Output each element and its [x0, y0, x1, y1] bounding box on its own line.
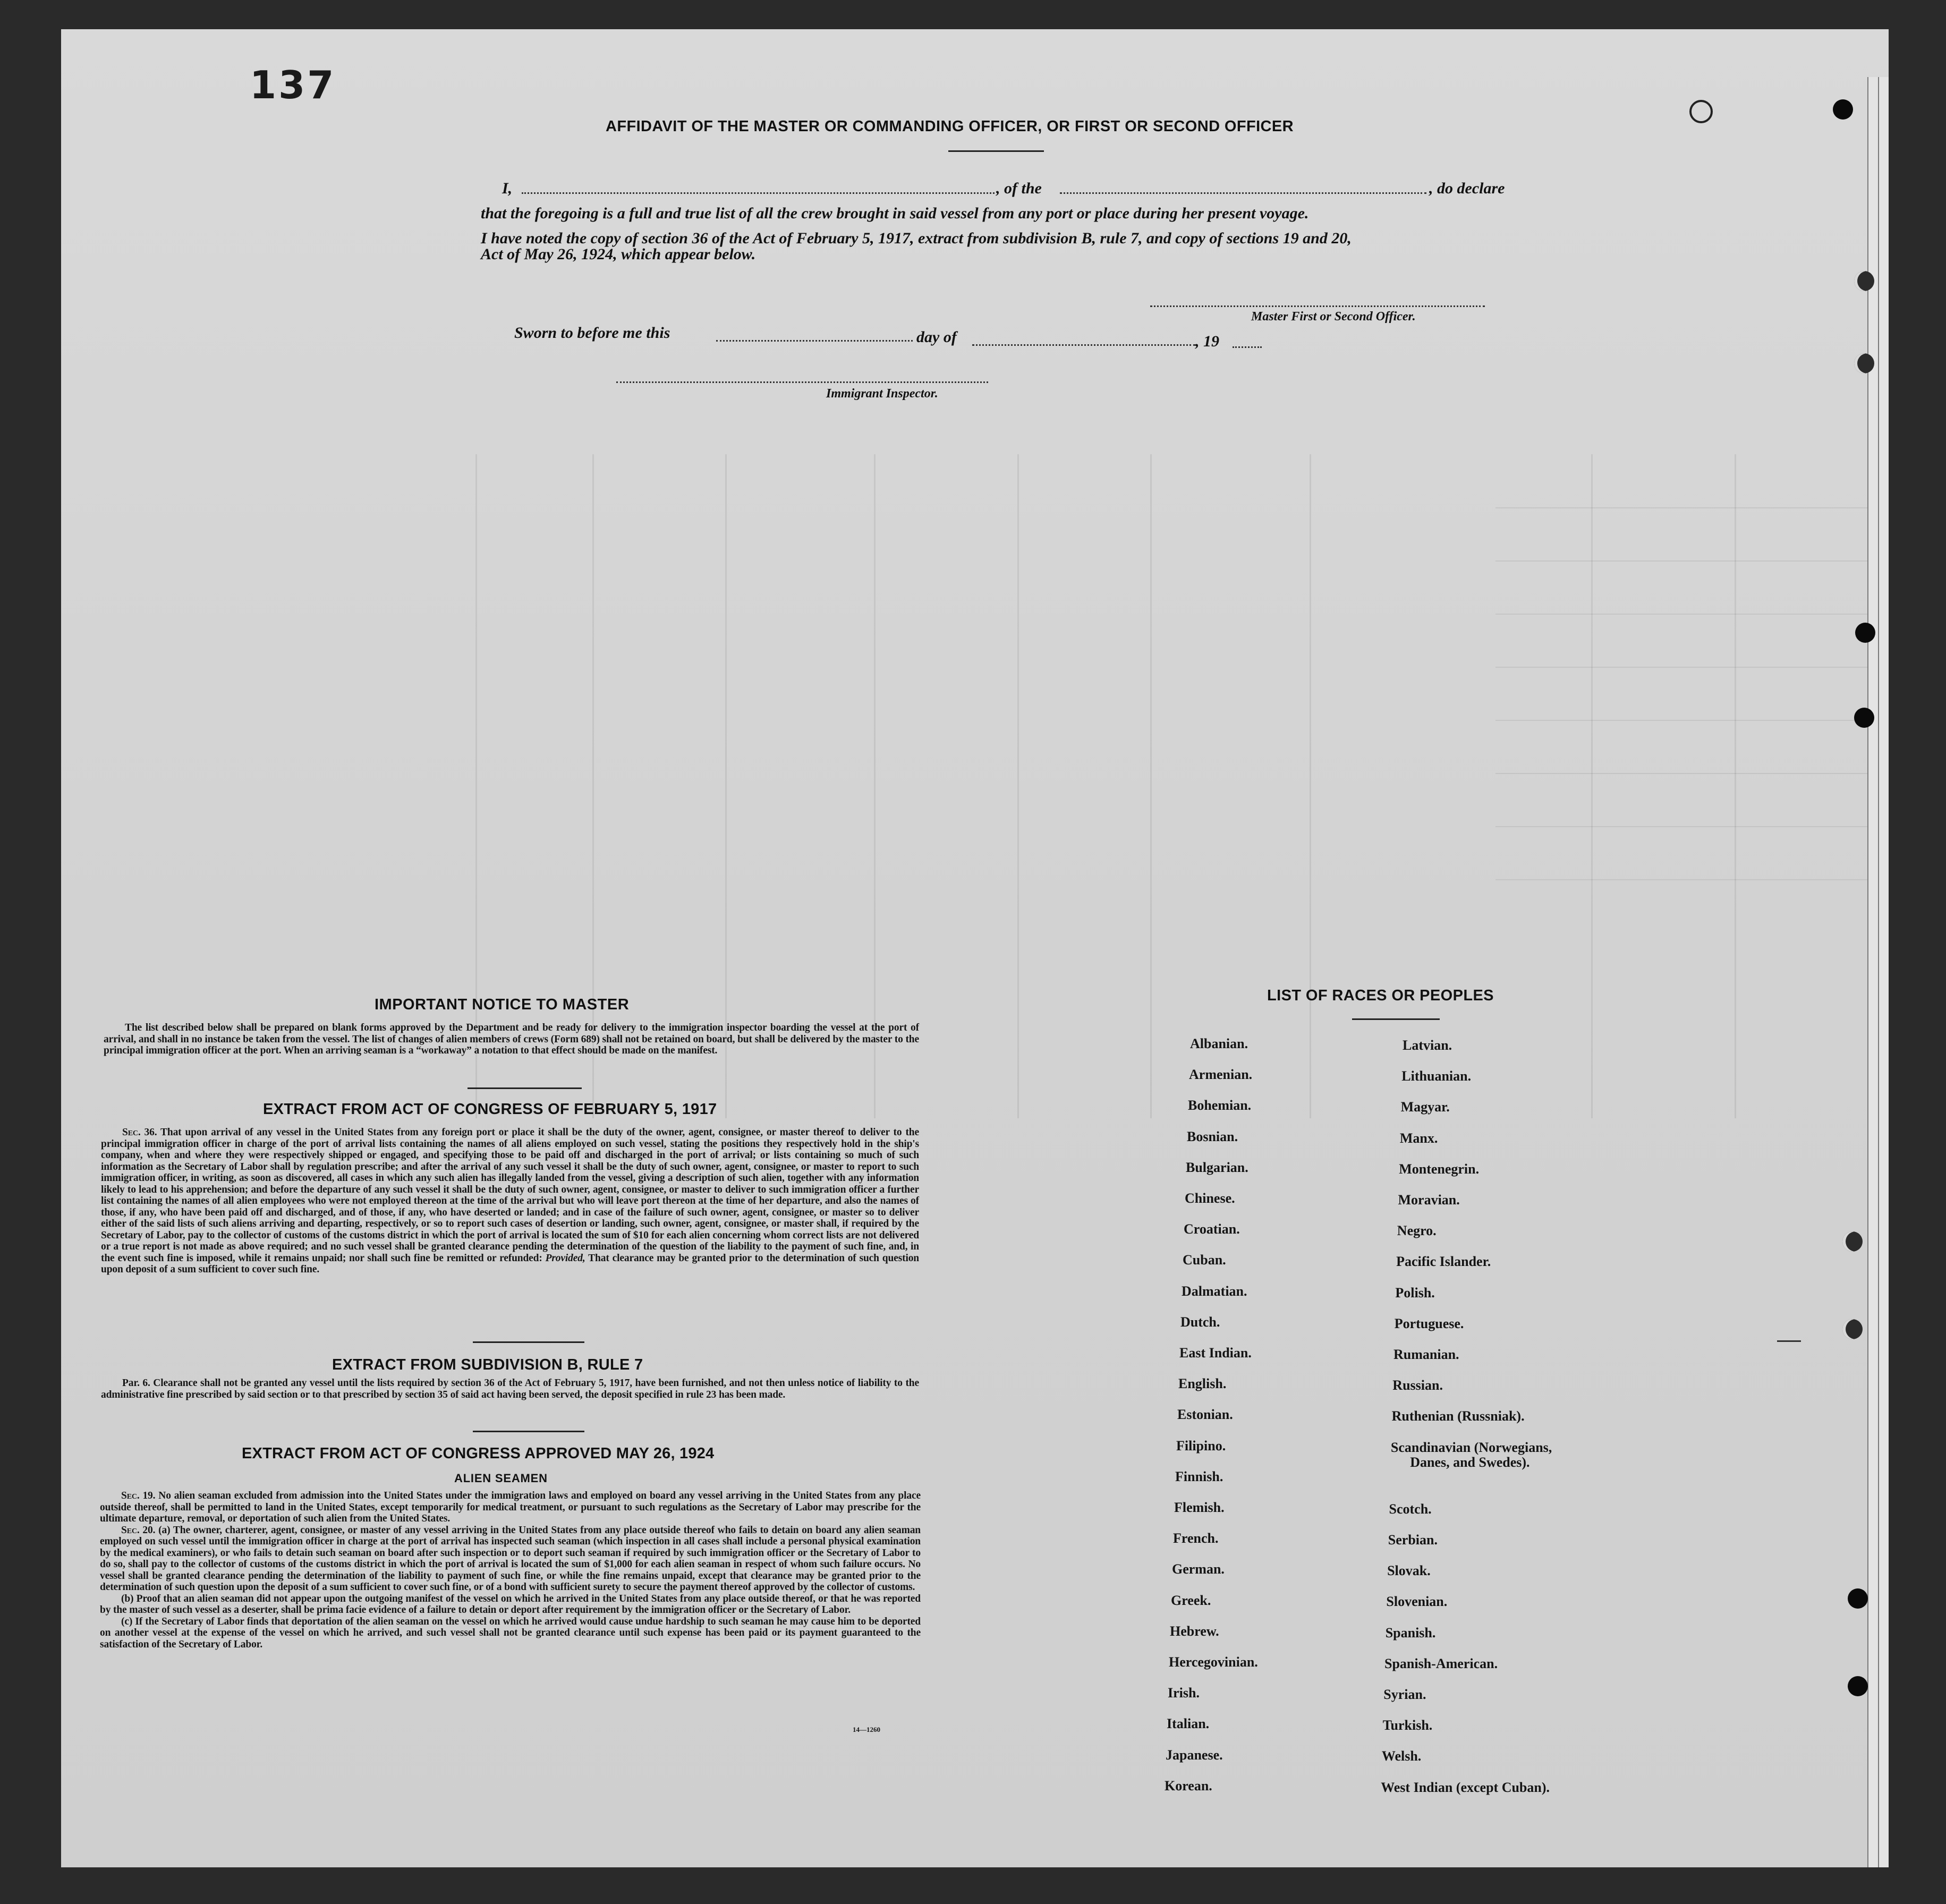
bleed-through-line [1495, 879, 1878, 880]
binder-hole [1854, 708, 1874, 728]
race-item: Moravian. [1398, 1192, 1460, 1208]
binder-hole [1854, 353, 1874, 373]
race-item: Bulgarian. [1186, 1159, 1248, 1175]
bleed-through-line [1495, 720, 1878, 721]
race-item: Turkish. [1382, 1718, 1433, 1733]
race-item: Magyar. [1400, 1099, 1450, 1115]
race-item: Scandinavian (Norwegians, [1390, 1439, 1552, 1455]
extract-1924-body [100, 1490, 921, 1650]
page-edge [1878, 77, 1889, 1867]
race-item: Italian. [1167, 1716, 1210, 1732]
bleed-through-line [1591, 454, 1593, 1118]
bleed-through-line [1495, 826, 1878, 827]
sworn-text: Sworn to before me this [514, 324, 670, 342]
race-item: Chinese. [1185, 1191, 1235, 1206]
section-20c-paragraph: (c) If the Secretary of Labor finds that deportation of the alien seaman on the vessel on which he arrived would cause undue hardship to such seaman he may cause him to be deported on another vessel at the expense of the vessel on which he arrived, and such vessel shall not be granted clearance until such expense has been paid or its payment guaranteed to the satisfaction of the Secretary of Labor. [100, 1616, 921, 1650]
race-item: Polish. [1395, 1285, 1435, 1300]
race-item: Spanish. [1385, 1625, 1436, 1640]
race-item: Slovak. [1387, 1563, 1431, 1579]
race-item: Pacific Islander. [1396, 1254, 1491, 1270]
affidavit-title: AFFIDAVIT OF THE MASTER OR COMMANDING OFFICER, OR FIRST OR SECOND OFFICER [606, 118, 1294, 135]
affidavit-declare: , do declare [1429, 180, 1505, 197]
binder-hole [1848, 1588, 1868, 1609]
notice-title: IMPORTANT NOTICE TO MASTER [375, 996, 630, 1013]
divider-rule [948, 150, 1044, 152]
bleed-through-line [1310, 454, 1311, 1118]
race-item: Filipino. [1176, 1438, 1226, 1454]
race-item: Greek. [1171, 1592, 1211, 1608]
page-edge [1867, 77, 1878, 1867]
name-blank[interactable] [522, 192, 995, 194]
race-item: French. [1173, 1531, 1219, 1546]
year-blank[interactable] [1233, 346, 1262, 348]
divider-rule [468, 1087, 582, 1089]
race-item: Scotch. [1389, 1501, 1432, 1517]
bleed-through-line [1495, 773, 1878, 774]
subdivision-b-body [101, 1378, 919, 1400]
bleed-through-line [1017, 454, 1019, 1118]
section-36-paragraph [101, 1127, 919, 1276]
race-item: Danes, and Swedes). [1410, 1454, 1530, 1470]
binder-hole [1854, 271, 1874, 291]
master-signature-line[interactable] [1150, 305, 1485, 307]
races-title: LIST OF RACES OR PEOPLES [1267, 987, 1494, 1004]
extract-1924-title: EXTRACT FROM ACT OF CONGRESS APPROVED MAY 26, 1924 [242, 1445, 715, 1462]
vessel-blank[interactable] [1060, 192, 1426, 194]
affidavit-line-4: Act of May 26, 1924, which appear below. [481, 245, 756, 263]
bleed-through-line [592, 454, 594, 1118]
race-item: Hebrew. [1170, 1623, 1219, 1639]
provided-word: Provided, [545, 1252, 585, 1264]
race-item: Latvian. [1403, 1038, 1452, 1053]
section-36-tail: That clearance may be granted prior to the determination of such question upon deposit of a sum sufficient to cover such fine. [101, 1252, 920, 1275]
page-number: 137 [250, 63, 336, 107]
race-item: Bosnian. [1187, 1128, 1238, 1144]
race-item: Rumanian. [1393, 1347, 1459, 1362]
race-item: Russian. [1392, 1378, 1443, 1393]
sworn-day-blank[interactable] [716, 340, 913, 342]
form-number: 14—1260 [853, 1726, 880, 1733]
race-item: Serbian. [1388, 1532, 1438, 1548]
race-item: Estonian. [1177, 1407, 1233, 1423]
race-item: Dalmatian. [1182, 1283, 1247, 1299]
master-signature-label: Master First or Second Officer. [1251, 310, 1416, 324]
inspector-signature-label: Immigrant Inspector. [826, 387, 938, 401]
par-6-paragraph: Par. 6. Clearance shall not be granted any vessel until the lists required by section 36 of the Act of February 5, 1917, have been furnished, and not then unless notice of liability to the administrative fine prescribed by said section or to that prescribed by section 35 of said act having been served, the deposit specified in rule 23 has been made. [101, 1378, 919, 1400]
bleed-through-line [1495, 507, 1878, 508]
section-20b-paragraph: (b) Proof that an alien seaman did not appear upon the outgoing manifest of the vessel on which he arrived in the United States from any place outside thereof, or that he was reported by the master of such vessel as a deserter, shall be prima facie evidence of a failure to detain or deport after requirement by the immigration officer or the Secretary of Labor. [100, 1593, 921, 1616]
divider-rule [1352, 1018, 1440, 1020]
race-item: Albanian. [1190, 1036, 1248, 1051]
race-item: Lithuanian. [1401, 1068, 1472, 1084]
pencil-mark [1777, 1340, 1801, 1342]
section-19-paragraph [100, 1490, 921, 1525]
section-20-label: Sec. 20. [121, 1524, 156, 1536]
affidavit-line-3: I have noted the copy of section 36 of the Act of February 5, 1917, extract from subdivision B, rule 7, and copy of sections 19 and 20, [481, 230, 1352, 247]
race-item: Syrian. [1383, 1687, 1426, 1702]
binder-hole [1848, 1676, 1868, 1696]
bleed-through-line [1150, 454, 1152, 1118]
race-item: West Indian (except Cuban). [1381, 1779, 1550, 1795]
binder-hole [1855, 623, 1875, 643]
notice-paragraph: The list described below shall be prepared on blank forms approved by the Department and be ready for delivery to the immigration inspector boarding the vessel at the port of arrival, and shall in no instance be taken from the vessel. The list of changes of alien members of crews (Form 689) shall not be retained on board, but shall be delivered by the master to the principal immigration officer at the port. When an arriving seaman is a “workaway” a notation to that effect should be made on the manifest. [104, 1022, 919, 1056]
notice-body [104, 1022, 919, 1057]
race-item: English. [1178, 1376, 1227, 1392]
section-20a-text: (a) The owner, charterer, agent, consignee, or master of any vessel arriving in the United States from any place outside thereof who fails to detain on board any alien seaman employed on such vessel until the immigration officer in charge at the port of arrival has inspected such seaman (which inspection in all cases shall include a personal physical examination by the medical examiners), or who fails to detain such seaman on board after such inspection or to deport such seaman if required by such immigration officer or the Secretary of Labor to do so, shall pay to the collector of customs of the customs district in which the port of arrival is located the sum of $1,000 for each alien seaman in respect of whom such failure occurs. No vessel shall be granted clearance pending the determination of the liability to payment of such fine, or while the fine remains unpaid, except that clearance may be granted prior to the determination of such question upon the deposit of a sum sufficient to cover such fine, or of a bond with sufficient surety to secure the payment thereof approved by the collector of customs. [100, 1524, 921, 1593]
race-item: Irish. [1168, 1685, 1200, 1701]
race-item: Bohemian. [1188, 1098, 1252, 1114]
extract-1917-body [101, 1127, 919, 1276]
race-item: Manx. [1399, 1130, 1438, 1146]
race-item: East Indian. [1179, 1345, 1252, 1361]
alien-seamen-subtitle: ALIEN SEAMEN [454, 1472, 548, 1485]
bleed-through-line [1735, 454, 1736, 1118]
race-item: Korean. [1165, 1778, 1212, 1794]
bleed-through-line [475, 454, 477, 1118]
section-19-text: No alien seaman excluded from admission into the United States under the immigration laws and employed on board any vessel arriving in the United States from any place outside thereof, shall be permitted to land in the United States, except temporarily for medical treatment, or pursuant to such regulations as the Secretary of Labor may prescribe for the ultimate departure, removal, or deportation of such alien from the United States. [100, 1490, 921, 1524]
race-item: Portuguese. [1394, 1315, 1464, 1331]
race-item: Spanish-American. [1384, 1655, 1498, 1671]
section-20a-paragraph [100, 1525, 921, 1593]
extract-1917-title: EXTRACT FROM ACT OF CONGRESS OF FEBRUARY 5, 1917 [263, 1101, 717, 1118]
binder-hole [1842, 1319, 1863, 1339]
section-36-text: That upon arrival of any vessel in the United States from any foreign port or place it shall be the duty of the owner, agent, consignee, or master thereof to deliver to the principal immigration officer in charge of the port of arrival lists containing the names of all aliens employed on such vessel, stating the positions they respectively hold in the ship's company, when and where they were respectively shipped or engaged, and specifying those to be paid off and discharged in the port of arrival; or lists containing so much of such information as the Secretary of Labor shall by regulation prescribe; and after the arrival of any such vessel it shall be the duty of such owner, agent, consignee, or master to report to such immigration officer, in writing, as soon as discovered, all cases in which any such alien has illegally landed from the vessel, giving a description of such alien, together with any information likely to lead to his apprehension; and before the departure of any such vessel it shall be the duty of such owner, agent, consignee, or master to deliver to such immigration officer a further list containing the names of all alien employees who were not employed thereon at the time of the arrival but who will leave port thereon at the time of her departure, and also the names of those, if any, who have been paid off and discharged, and of those, if any, who have deserted or landed; and in case of the failure of such owner, agent, consignee, or master so to deliver either of the said lists of such aliens arriving and departing, respectively, or so to report such cases of desertion or landing, such owner, agent, consignee, or master shall, if required by the Secretary of Labor, pay to the collector of customs of the customs district in which the port of arrival is located the sum of $10 for each alien concerning whom correct lists are not delivered or a true report is not made as above required; and no such vessel shall be granted clearance pending the determination of the question of the liability to the payment of such fine, and, in the event such fine is imposed, while it remains unpaid; nor shall such fine be remitted or refunded: [101, 1127, 919, 1264]
race-item: Flemish. [1174, 1500, 1225, 1515]
divider-rule [473, 1341, 584, 1343]
race-item: Japanese. [1166, 1747, 1223, 1763]
race-item: Montenegrin. [1399, 1161, 1480, 1177]
month-blank[interactable] [972, 344, 1195, 346]
race-item: Ruthenian (Russniak). [1391, 1408, 1525, 1424]
bleed-through-line [1495, 667, 1878, 668]
section-36-label: Sec. 36. [122, 1127, 157, 1138]
race-item: Hercegovinian. [1169, 1654, 1258, 1670]
race-item: Finnish. [1175, 1468, 1223, 1484]
race-item: Slovenian. [1386, 1594, 1448, 1610]
affidavit-i: I, [502, 180, 513, 197]
ink-circle-mark [1689, 100, 1713, 123]
affidavit-line-2: that the foregoing is a full and true list of all the crew brought in said vessel from any port or place during her present voyage. [481, 205, 1309, 222]
subdivision-b-title: EXTRACT FROM SUBDIVISION B, RULE 7 [332, 1356, 643, 1373]
race-item: Negro. [1397, 1223, 1437, 1239]
race-item: Armenian. [1189, 1067, 1253, 1083]
race-item: German. [1172, 1561, 1225, 1577]
race-item: Dutch. [1180, 1314, 1220, 1330]
bleed-through-line [725, 454, 727, 1118]
year-text: , 19 [1195, 333, 1219, 350]
race-item: Croatian. [1184, 1221, 1240, 1237]
affidavit-of-the: , of the [996, 180, 1042, 197]
inspector-signature-line[interactable] [616, 381, 988, 383]
section-19-label: Sec. 19. [121, 1490, 156, 1501]
binder-hole [1833, 99, 1853, 120]
bleed-through-line [874, 454, 876, 1118]
binder-hole [1842, 1231, 1863, 1252]
day-of-text: day of [916, 328, 957, 346]
race-item: Cuban. [1183, 1252, 1226, 1268]
divider-rule [473, 1431, 584, 1432]
bleed-through-line [1495, 614, 1878, 615]
bleed-through-line [1495, 560, 1878, 562]
race-item: Welsh. [1381, 1748, 1422, 1764]
